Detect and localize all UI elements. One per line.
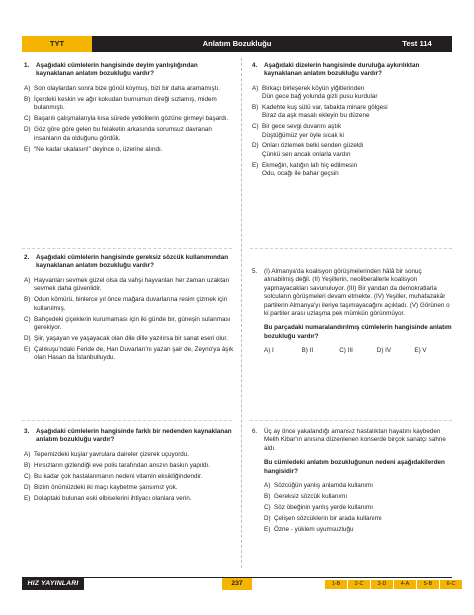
question-stem: [24, 254, 234, 271]
question-5: [252, 268, 452, 356]
option-line: [252, 142, 452, 150]
option-letter: B): [24, 296, 31, 304]
option-text: Kadehte kuş sütü var, tabakta minare gölgesi: [262, 104, 388, 112]
option-e[interactable]: [264, 526, 452, 534]
question-4: [252, 62, 452, 181]
question-stem: Bu parçadaki numaralandırılmış cümlelerin hangisinde anlatım bozukluğu vardır?: [264, 324, 452, 340]
option-text: Bahçedeki çiçeklerin kurumaması için iki günde bir, güneşin sulanması gerekiyor.: [34, 315, 231, 332]
option-c[interactable]: [24, 473, 234, 481]
option-text: Ekmeğin, katığın lafı hiç edilmesin: [262, 161, 358, 169]
option-e[interactable]: [24, 495, 234, 503]
option-text: Söz öbeğinin yanlış yerde kullanımı: [274, 504, 374, 512]
option-letter: A): [24, 450, 31, 458]
option-text: Odu, ocağı ile bahar geçsin: [262, 170, 339, 178]
answer-key-item: 4-A: [394, 580, 416, 589]
paragraph-text: (I) Almanya'da koalisyon görüşmelerinden hâlâ bir sonuç alınabilmiş değil. (II) Yeşillerin, neoliberallerle koalisyon yapmayacakları savunuluyor. (III) Bir yandan da demokratlarla solcuların görüşmeleri devam etmekte. (IV) Yeşiller, muhafazakâr partilerin Almanya'yı ileriye taşımayacağını açıkladı. (V) Görünen o ki partiler arası uzlaşma pek mümkün görünmüyor.: [264, 268, 450, 318]
option-b[interactable]: [24, 462, 234, 470]
option-letter: E): [24, 494, 31, 502]
option-letter: E): [24, 145, 31, 153]
option-text: Bizim önümüzdeki iki maçı kaybetme şansımız yok.: [34, 483, 178, 491]
option-line: [252, 104, 452, 112]
column-divider: [241, 58, 242, 568]
answer-key: [324, 580, 462, 589]
question-stem: [252, 62, 452, 79]
option-c[interactable]: [24, 316, 234, 333]
option-text: Düştüğümüz yer öyle sıcak ki: [262, 131, 344, 139]
option-letter: C): [252, 123, 259, 131]
option-d[interactable]: [264, 515, 452, 523]
option-e[interactable]: [24, 346, 234, 363]
option-d[interactable]: [24, 484, 234, 492]
question-text: Aşağıdaki cümlelerin hangisinde gereksiz sözcük kullanımından kaynaklanan anlatım bozukluğu vardır?: [36, 254, 229, 270]
option-letter: C): [24, 115, 31, 123]
question-text: Aşağıdaki dizelerin hangisinde duruluğa aykırılıktan kaynaklanan anlatım bozukluğu vardır?: [264, 62, 420, 78]
option-letter: D): [24, 126, 31, 134]
row-divider-left-1: [22, 248, 232, 249]
answer-key-item: 6-C: [440, 580, 462, 589]
question-paragraph: [252, 428, 452, 453]
option-text: Özne - yüklem uyumsuzluğu: [274, 526, 354, 534]
option-d[interactable]: [24, 335, 234, 343]
question-paragraph: [252, 268, 452, 318]
question-stem: [24, 428, 234, 445]
option-letter: B): [24, 461, 31, 469]
option-text: Onları özlemek belki senden güzeldi: [262, 142, 364, 150]
option-a[interactable]: [24, 85, 234, 93]
option-e[interactable]: [252, 162, 452, 179]
option-letter: D): [24, 335, 31, 343]
question-stem: [24, 62, 234, 79]
option-letter: A): [24, 84, 31, 92]
option-text: Dün gece bağ yolunda gizli pusu kurdular: [262, 93, 378, 101]
option-c[interactable]: [264, 504, 452, 512]
option-b[interactable]: [264, 493, 452, 501]
option-letter: E): [24, 346, 31, 354]
question-text: Aşağıdaki cümlelerin hangisinde deyim yanlışlığından kaynaklanan anlatım bozukluğu vardır?: [36, 62, 198, 78]
option-text: Çalıkuşu'ndaki Feride de, Han Duvarları'nı yazan şair de, Zeyno'ya âşık olan Hasan da İstanbulluydu.: [34, 346, 234, 362]
option-text: Son olaylardan sonra bize gönül koymuş, bizi bir daha aramamıştı.: [34, 84, 220, 92]
option-text: İçerdeki keskin ve ağır kokudan burnumun direği sızlamış, midem bulanmıştı.: [34, 95, 217, 112]
option-letter: C): [24, 472, 31, 480]
option-d[interactable]: [24, 126, 234, 143]
answer-key-item: 2-C: [348, 580, 370, 589]
option-text: Çünkü sen ancak onlarla vardın: [262, 150, 351, 158]
question-number: 1.: [24, 62, 30, 69]
option-letter: A): [252, 84, 259, 92]
question-number: 2.: [24, 254, 30, 261]
question-3: [24, 428, 234, 506]
option-letter: A): [24, 276, 31, 284]
row-divider-right-1: [250, 248, 452, 249]
option-text: Hayvanları sevmek güzel olsa da vahşi hayvanları her zaman uzaktan sevmek daha güvenlidir.: [34, 276, 229, 293]
test-number: Test 114: [402, 39, 432, 48]
option-text: Sözcüğün yanlış anlamda kullanımı: [274, 482, 374, 490]
option-a[interactable]: [252, 85, 452, 102]
row-divider-left-2: [22, 420, 232, 421]
option-d[interactable]: [252, 142, 452, 159]
option-a[interactable]: [24, 277, 234, 294]
choice-b[interactable]: B) II: [301, 347, 314, 355]
option-letter: B): [264, 493, 271, 501]
option-text: Şiir, yaşayan ve yaşayacak olan dile dille yazılırsa bir sanat eseri olur.: [34, 335, 228, 343]
publisher-logo: HIZ YAYINLARI: [22, 578, 84, 590]
row-divider-right-2: [250, 420, 452, 421]
question-6: [252, 428, 452, 537]
option-letter: D): [252, 142, 259, 150]
option-line: [252, 85, 452, 93]
option-text: Başarılı çalışmalarıyla kısa sürede yetkililerin gözüne girmeyi başardı.: [34, 115, 229, 123]
option-text: Biraz da aşk masalı ekleyin bu düzene: [262, 112, 370, 120]
question-number: 3.: [24, 428, 30, 435]
option-c[interactable]: [252, 123, 452, 140]
option-c[interactable]: [24, 115, 234, 123]
choice-e[interactable]: E) V: [414, 347, 427, 355]
question-text: Aşağıdaki cümlelerin hangisinde farklı bir nedenden kaynaklanan anlatım bozukluğu vardır?: [36, 428, 232, 444]
question-number: 6.: [252, 428, 258, 435]
option-text: Bu kadar çok hastalanmanın nedeni vitamin eksikliğindendir.: [34, 472, 203, 480]
option-letter: D): [264, 515, 271, 523]
option-letter: C): [264, 504, 271, 512]
option-e[interactable]: [24, 146, 234, 154]
answer-key-item: 3-D: [371, 580, 393, 589]
option-letter: B): [24, 95, 31, 103]
choice-a[interactable]: A) I: [264, 347, 274, 355]
choice-c[interactable]: C) III: [339, 347, 353, 355]
option-letter: B): [252, 104, 259, 112]
option-letter: C): [24, 315, 31, 323]
question-2: [24, 254, 234, 365]
question-stem: Bu cümledeki anlatım bozukluğunun nedeni aşağıdakilerden hangisidir?: [264, 459, 445, 475]
option-text: Odun kömürü, binlerce yıl önce mağara duvarlarına resim çizmek için kullanılmış.: [34, 296, 228, 312]
option-letter: A): [264, 482, 271, 490]
option-text: Tepemizdeki kuşlar yavrulara daireler çizerek uçuyordu.: [34, 450, 190, 458]
option-text: Göz göre göre gelen bu felaketin arkasında sorumsuz davranan insanların da olduğunu gördük.: [34, 126, 212, 142]
page-number: 237: [222, 578, 252, 590]
option-text: Dolaptaki bulunan eski elbiselerini ihtiyacı olanlara verin.: [34, 494, 192, 502]
option-a[interactable]: [24, 451, 234, 459]
option-text: Bir gece sevgi duvarını aştık: [262, 123, 342, 131]
answer-choices: [264, 347, 452, 355]
option-text: “Ne kadar ukalasın!” deyince o, üzerine alındı.: [34, 145, 163, 153]
answer-key-item: 1-B: [325, 580, 347, 589]
option-b[interactable]: [24, 296, 234, 313]
question-1: [24, 62, 234, 157]
question-number: 4.: [252, 62, 258, 69]
option-letter: E): [264, 526, 271, 534]
option-letter: D): [24, 483, 31, 491]
option-text: Hırsızların gizlendiği eve polis tarafından anszın baskın yapıldı.: [34, 461, 211, 469]
choice-d[interactable]: D) IV: [376, 347, 392, 355]
header-bar: [22, 36, 452, 52]
option-line: [252, 162, 452, 170]
option-line: [252, 123, 452, 131]
option-text: Çelişen sözcüklerin bir arada kullanımı: [274, 515, 382, 523]
answer-key-item: 5-B: [417, 580, 439, 589]
option-text: Gereksiz sözcük kullanımı: [274, 493, 348, 501]
paragraph-text: Üç ay önce yakalandığı amansız hastalıktan hayatını kaybeden Melih Kibar'ın anısına düzenlenen konserde birçok sanatçı sahne aldı.: [264, 428, 446, 452]
page-title: Anlatım Bozukluğu: [202, 39, 272, 48]
option-a[interactable]: [264, 482, 452, 490]
question-number: 5.: [252, 268, 258, 275]
option-text: Birkaçı birleşerek köyün yiğitlerinden: [262, 84, 365, 92]
option-b[interactable]: [24, 96, 234, 113]
header-section: TYT: [49, 39, 65, 48]
option-letter: E): [252, 161, 259, 169]
option-b[interactable]: [252, 104, 452, 121]
